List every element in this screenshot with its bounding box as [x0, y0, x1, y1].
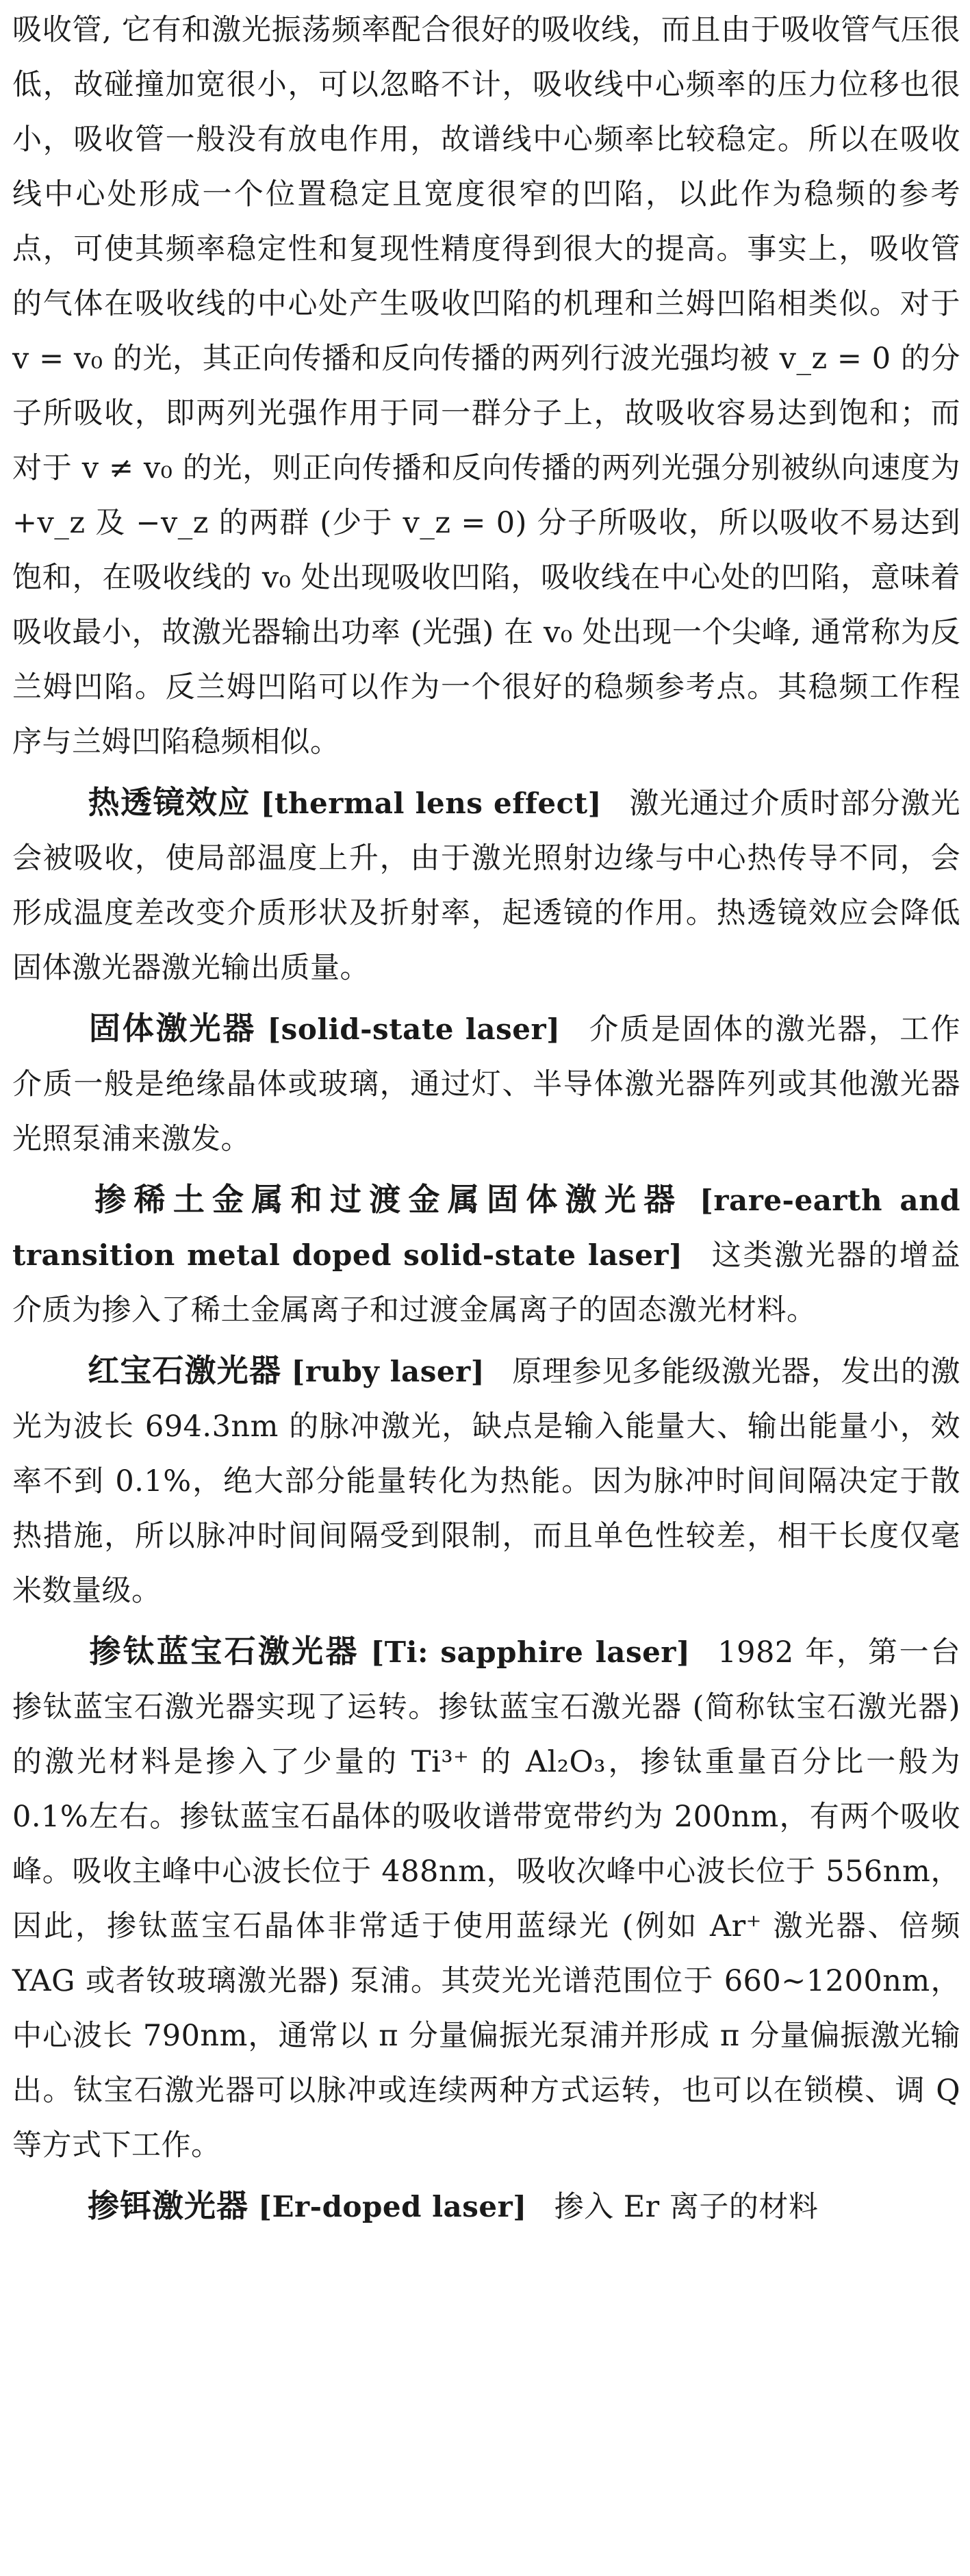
- entry-term: 热透镜效应: [88, 784, 251, 821]
- entry-term: 掺钛蓝宝石激光器: [88, 1633, 359, 1670]
- entry-english-term: [ruby laser]: [291, 1355, 485, 1388]
- entry-english-term: [rare-earth and transition metal doped solid-state laser]: [12, 1184, 961, 1272]
- entry-definition: 原理参见多能级激光器，发出的激光为波长 694.3nm 的脉冲激光，缺点是输入能量大、输出能量小，效率不到 0.1%，绝大部分能量转化为热能。因为脉冲时间间隔决定于散热措施，所以脉冲时间间隔受到限制，而且单色性较差，相干长度仅毫米数量级。: [12, 1355, 961, 1608]
- entry-definition: 激光通过介质时部分激光会被吸收，使局部温度上升，由于激光照射边缘与中心热传导不同，会形成温度差改变介质形状及折射率，起透镜的作用。热透镜效应会降低固体激光器激光输出质量。: [12, 787, 961, 985]
- intro-paragraph: 吸收管, 它有和激光振荡频率配合很好的吸收线，而且由于吸收管气压很低，故碰撞加宽很小，可以忽略不计，吸收线中心频率的压力位移也很小，吸收管一般没有放电作用，故谱线中心频率比较稳定。所以在吸收线中心处形成一个位置稳定且宽度很窄的凹陷，以此作为稳频的参考点，可使其频率稳定性和复现性精度得到很大的提高。事实上，吸收管的气体在吸收线的中心处产生吸收凹陷的机理和兰姆凹陷相类似。对于 v = v₀ 的光，其正向传播和反向传播的两列行波光强均被 v_z = 0 的分子所吸收，即两列光强作用于同一群分子上，故吸收容易达到饱和；而对于 v ≠ v₀ 的光，则正向传播和反向传播的两列光强分别被纵向速度为 +v_z 及 −v_z 的两群 (少于 v_z = 0) 分子所吸收，所以吸收不易达到饱和，在吸收线的 v₀ 处出现吸收凹陷，吸收线在中心处的凹陷，意味着吸收最小，故激光器输出功率 (光强) 在 v₀ 处出现一个尖峰, 通常称为反兰姆凹陷。反兰姆凹陷可以作为一个很好的稳频参考点。其稳频工作程序与兰姆凹陷稳频相似。: [12, 13, 960, 759]
- entry-definition: 1982 年，第一台掺钛蓝宝石激光器实现了运转。掺钛蓝宝石激光器 (简称钛宝石激光器) 的激光材料是掺入了少量的 Ti³⁺ 的 Al₂O₃，掺钛重量百分比一般为 0.1%左右。掺钛蓝宝石晶体的吸收谱带宽带约为 200nm，有两个吸收峰。吸收主峰中心波长位于 488nm，吸收次峰中心波长位于 556nm，因此，掺钛蓝宝石晶体非常适于使用蓝绿光 (例如 Ar⁺ 激光器、倍频 YAG 或者钕玻璃激光器) 泵浦。其荧光光谱范围位于 660∼1200nm，中心波长 790nm，通常以 π 分量偏振光泵浦并形成 π 分量偏振激光输出。钛宝石激光器可以脉冲或连续两种方式运转，也可以在锁模、调 Q 等方式下工作。: [12, 1635, 961, 2163]
- entry-english-term: [solid-state laser]: [267, 1012, 561, 1046]
- entry-er-doped-laser: [12, 2178, 960, 2234]
- entry-english-term: [Er-doped laser]: [258, 2190, 527, 2223]
- entry-solid-state-laser: [12, 1001, 960, 1166]
- entry-definition: 掺入 Er 离子的材料: [554, 2190, 819, 2224]
- entry-term: 掺铒激光器: [88, 2187, 248, 2224]
- entry-english-term: [Ti: sapphire laser]: [370, 1635, 691, 1669]
- entry-thermal-lens-effect: [12, 775, 960, 995]
- entry-english-term: [thermal lens effect]: [260, 787, 602, 820]
- entry-definition: 介质是固体的激光器，工作介质一般是绝缘晶体或玻璃，通过灯、半导体激光器阵列或其他激光器光照泵浦来激发。: [12, 1012, 961, 1156]
- entry-ruby-laser: [12, 1343, 960, 1618]
- entry-ti-sapphire-laser: [12, 1624, 960, 2173]
- entry-term: 掺稀土金属和过渡金属固体激光器: [88, 1181, 683, 1218]
- entry-term: 固体激光器: [88, 1010, 257, 1047]
- entry-term: 红宝石激光器: [88, 1352, 282, 1389]
- entry-rare-earth-transition-metal-laser: [12, 1172, 960, 1338]
- entry-definition: 这类激光器的增益介质为掺入了稀土金属离子和过渡金属离子的固态激光材料。: [12, 1238, 960, 1327]
